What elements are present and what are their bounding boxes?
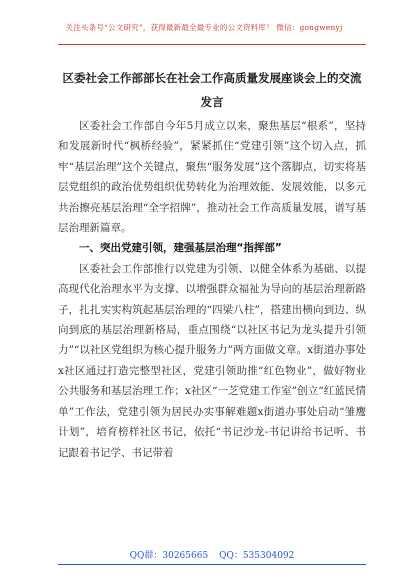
document-body xyxy=(58,116,366,463)
intro-paragraph: 区委社会工作部自今年5月成立以来，聚焦基层“根系”，坚持和发展新时代“枫桥经验”，紧紧抓住“党建引领”这个切入点，抓牢“基层治理”这个关键点，聚焦“服务发展”这个落脚点，切实将基层党组织的政治优势组织优势转化为治理效能、发展效能，以多元共治擦亮基层治理“全字招牌”，推动社会工作高质量发展，谱写基层治理新篇章。 xyxy=(58,120,366,235)
footer-qq-group: QQ群：30265665 xyxy=(129,551,209,561)
footer-contact xyxy=(58,548,366,561)
footer-qq: QQ：535304092 xyxy=(219,551,295,561)
section-paragraph: 区委社会工作部推行以党建为引领、以健全体系为基础、以提高现代化治理水平为支撑、以增强群众福祉为导向的基层治理新路子，扎扎实实构筑起基层治理的“四梁八柱”，搭建出横向到边、纵向到底的基层治理新格局，重点围绕“以社区书记为龙头提升引领力”“以社区党组织为核心提升服务力”两方面做文章。x街道办事处x社区通过打造完整型社区，党建引领助推“红色物业”，做好物业公共服务和基层治理工作；x社区“一芝党建工作室”创立“红蓝民情单”工作法，党建引领为居民办实事解难题x街道办事处启动“雏鹰计划”，培育榜样社区书记，依托“书记沙龙-书记讲给书记听、书记跟着书记学、书记带着 xyxy=(58,262,366,459)
footer-divider xyxy=(58,564,366,565)
header-divider xyxy=(58,44,366,45)
section-heading: 一、突出党建引领，建强基层治理“指挥部” xyxy=(79,242,282,255)
header-banner: 关注头条号“公文研究”，获得最新最全最专业的公文资料库！ 微信：gongwenyj xyxy=(65,23,343,32)
document-title: 区委社会工作部部长在社会工作高质量发展座谈会上的交流发言 xyxy=(62,71,362,109)
